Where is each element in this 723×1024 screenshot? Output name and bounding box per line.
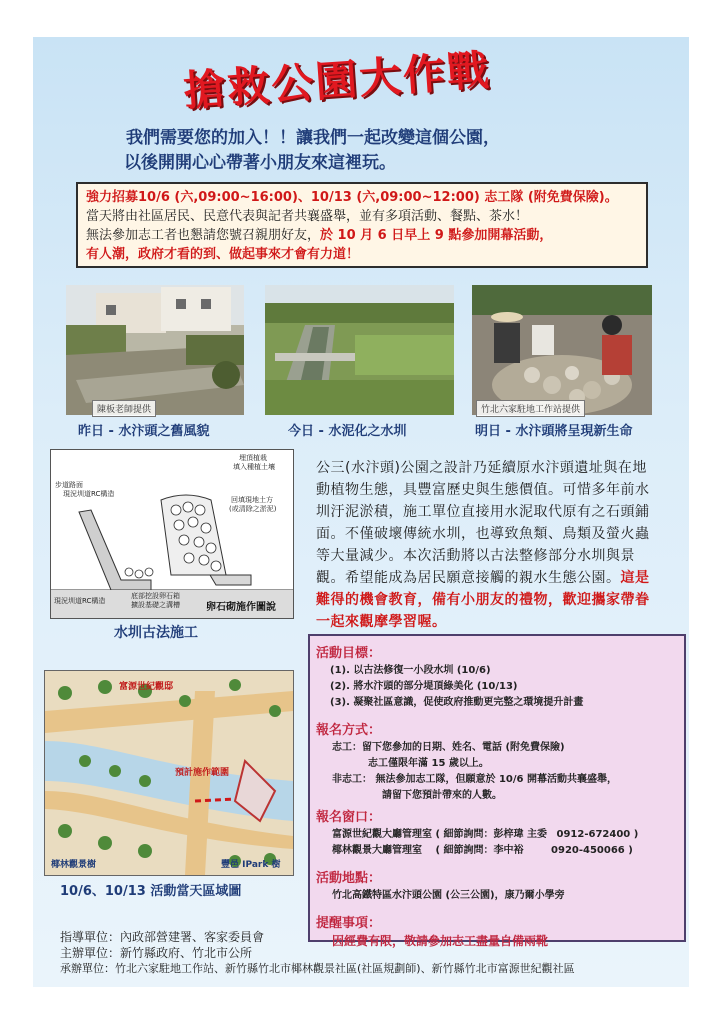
signup-line: 非志工： 無法參加志工隊，但願意於 10/6 開幕活動共襄盛舉，: [332, 774, 617, 785]
map-label-top: 富源世紀觀邸: [119, 682, 174, 692]
diagram-label-top2: 填入種植土壤: [233, 463, 275, 471]
reminder-text: 因經費有限，敬請參加志工盡量自備雨靴: [332, 934, 549, 948]
contact-detail: ( 細節詢問：李中裕: [435, 845, 524, 856]
contact-detail: ( 細節詢問：彭梓瑋 主委: [435, 829, 548, 840]
recruit-line-3: [86, 226, 638, 245]
goal-heading: 活動目標：: [316, 646, 382, 661]
signup-heading: 報名方式：: [316, 723, 382, 738]
poster-title: 搶救公園大作戰: [181, 45, 493, 116]
intro-line-1: 我們需要您的加入！！讓我們一起改變這個公園，: [126, 128, 500, 148]
diagram-label-walk: 步道路面: [55, 481, 83, 489]
diagram-caption: 水圳古法施工: [114, 625, 198, 641]
caption-today: 今日 - 水泥化之水圳: [288, 424, 407, 439]
diagram-label-rc2: 現況圳道RC構造: [54, 597, 106, 605]
window-heading: 報名窗口：: [316, 810, 382, 825]
recruit-line-4: 有人潮，政府才看的到、做起事來才會有力道！: [86, 247, 360, 262]
signup-line: 志工：留下您參加的日期、姓名、電話 (附免費保險): [332, 742, 565, 753]
contact-phone: 0920-450066 ): [551, 845, 633, 856]
map-caption: 10/6、10/13 活動當天區域圖: [60, 884, 242, 899]
contact-org: 富源世紀觀大廳管理室: [332, 829, 432, 840]
footer-credits: [60, 929, 575, 977]
recruit-line-3-red: 於 10 月 6 日早上 9 點參加開幕活動，: [320, 228, 553, 243]
goal-item: (2). 將水汴頭的部分堤頂綠美化 (10/13): [330, 681, 518, 692]
intro-line-2: 以後開開心心帶著小朋友來這裡玩。: [124, 153, 396, 173]
description-red: 這是難得的機會教育，備有小朋友的禮物，歡迎攜家帶眷一起來觀摩學習喔。: [316, 570, 650, 630]
activity-info-box: [308, 634, 686, 948]
signup-line: 志工僅限年滿 15 歲以上。: [368, 758, 489, 769]
area-map: [44, 670, 294, 876]
photo-today: [265, 285, 454, 415]
diagram-label-base2: 擴設基礎之溝槽: [131, 601, 180, 609]
park-description: [316, 457, 661, 633]
photo-credit-right: 竹北六家駐地工作站提供: [476, 400, 585, 417]
footer-organizer: 承辦單位：竹北六家駐地工作站、新竹縣竹北市椰林觀景社區(社區規劃師)、新竹縣竹北市富源世紀觀社區: [60, 962, 575, 975]
caption-yesterday: 昨日 - 水汴頭之舊風貌: [78, 424, 210, 439]
recruit-line-2: 當天將由社區居民、民意代表與記者共襄盛舉，並有多項活動、餐點、茶水！: [86, 209, 529, 224]
description-plain: 公三(水汴頭)公園之設計乃延續原水汴頭遺址與在地動植物生態，具豐富歷史與生態價值。可惜多年前水圳汙泥淤積，施工單位直接用水泥取代原有之石頭鋪面。不僅破壞傳統水圳，也導致魚類、鳥類及螢火蟲等大量減少。本次活動將以古法整修部分水圳與景觀。希望能成為居民願意接觸的親水生態公園。: [316, 460, 650, 586]
diagram-label-backfill2: (或清除之淤泥): [229, 505, 277, 513]
contact-phone: 0912-672400 ): [556, 829, 639, 840]
footer-guide: 指導單位：內政部營建署、客家委員會: [60, 930, 265, 944]
reminder-heading: 提醒事項：: [316, 916, 382, 931]
contact-row: [316, 827, 678, 843]
map-label-bottom-right: 豐邑 IPark 樹: [221, 860, 281, 870]
footer-host: 主辦單位：新竹縣政府、竹北市公所: [60, 946, 253, 960]
caption-tomorrow: 明日 - 水汴頭將呈現新生命: [475, 424, 633, 439]
contact-org: 椰林觀景大廳管理室: [332, 845, 422, 856]
recruit-line-3-plain: 無法參加志工者也懇請您號召親朋好友，: [86, 228, 321, 243]
construction-diagram: [50, 449, 294, 619]
photo-yesterday: [66, 285, 244, 415]
map-label-area: 預計施作範圍: [175, 768, 230, 778]
intro-text: [126, 126, 500, 176]
location-text: 竹北高鐵特區水汴頭公園 (公三公園)，康乃爾小學旁: [332, 890, 565, 901]
photo-tomorrow: [472, 285, 652, 415]
diagram-label-rc1: 現況圳道RC構造: [63, 490, 115, 498]
goal-item: (1). 以古法修復一小段水圳 (10/6): [330, 665, 491, 676]
recruit-box: [76, 182, 648, 268]
diagram-label-base1: 底部挖設卵石箱: [131, 592, 180, 600]
diagram-label-backfill1: 回填現地土方: [231, 496, 273, 504]
diagram-label-top1: 埋頂植栽: [239, 454, 267, 462]
signup-line: 請留下您預計帶來的人數。: [382, 790, 502, 801]
map-label-bottom-left: 椰林觀景樹: [51, 860, 97, 870]
goal-item: (3). 凝聚社區意識，促使政府推動更完整之環境提升計畫: [330, 697, 584, 708]
location-heading: 活動地點：: [316, 871, 382, 886]
contact-row: [316, 843, 678, 859]
recruit-headline: 強力招募10/6 (六,09:00~16:00)、10/13 (六,09:00~12:00) 志工隊 (附免費保險)。: [86, 190, 618, 205]
diagram-title: 卵石砌施作圖說: [206, 602, 276, 613]
photo-credit-left: 陳板老師提供: [92, 400, 156, 417]
